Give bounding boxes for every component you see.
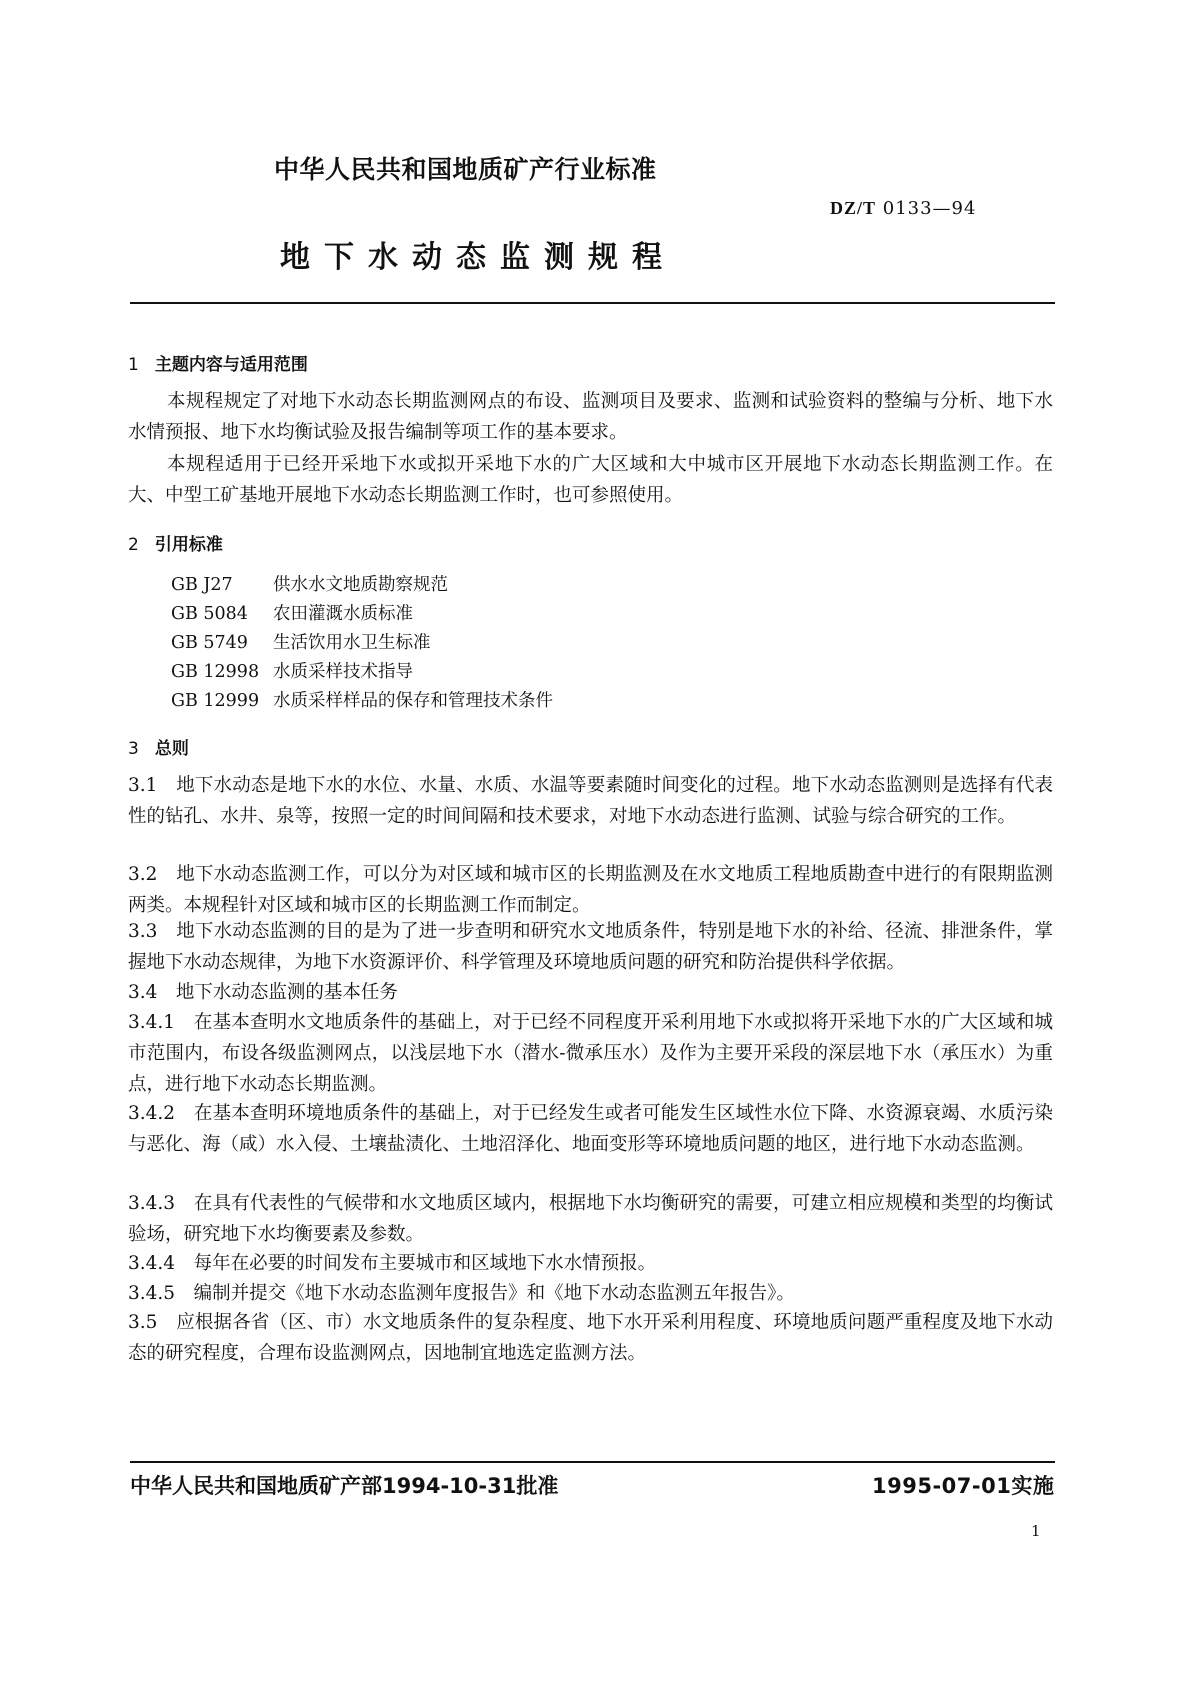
reference-code: GB 12998	[171, 662, 260, 682]
reference-item	[171, 629, 431, 654]
clause-3-5: 3.5 应根据各省（区、市）水文地质条件的复杂程度、地下水开采利用程度、环境地质问题严重程度及地下水动态的研究程度，合理布设监测网点，因地制宜地选定监测方法。	[128, 1312, 1053, 1364]
section-number: 3	[128, 739, 139, 759]
page-number: 1	[1031, 1522, 1041, 1540]
section-title: 引用标准	[154, 535, 223, 555]
reference-item	[171, 600, 413, 625]
reference-code: GB J27	[171, 575, 233, 595]
reference-code: GB 5084	[171, 604, 248, 624]
clause-3-4-3: 3.4.3 在具有代表性的气候带和水文地质区域内，根据地下水均衡研究的需要，可建立相应规模和类型的均衡试验场，研究地下水均衡要素及参数。	[128, 1193, 1053, 1245]
clause-3-4-4: 3.4.4 每年在必要的时间发布主要城市和区域地下水水情预报。	[128, 1253, 657, 1274]
reference-name: 供水水文地质勘察规范	[273, 575, 448, 595]
reference-name: 农田灌溉水质标准	[273, 604, 413, 624]
section-1-paragraph-1: 本规程规定了对地下水动态长期监测网点的布设、监测项目及要求、监测和试验资料的整编与分析、地下水水情预报、地下水均衡试验及报告编制等项工作的基本要求。	[128, 391, 1053, 443]
footer-divider	[130, 1461, 1055, 1463]
header-divider	[130, 302, 1055, 304]
clause-3-4-2: 3.4.2 在基本查明环境地质条件的基础上，对于已经发生或者可能发生区域性水位下降、水资源衰竭、水质污染与恶化、海（咸）水入侵、土壤盐渍化、土地沼泽化、地面变形等环境地质问题的地区，进行地下水动态监测。	[128, 1103, 1053, 1155]
section-title: 主题内容与适用范围	[154, 355, 308, 375]
section-1-heading	[128, 350, 308, 375]
reference-item	[171, 571, 448, 596]
approval-line: 中华人民共和国地质矿产部1994-10-31批准	[130, 1474, 559, 1498]
reference-code: GB 5749	[171, 633, 248, 653]
section-1-paragraph-2: 本规程适用于已经开采地下水或拟开采地下水的广大区域和大中城市区开展地下水动态长期监测工作。在大、中型工矿基地开展地下水动态长期监测工作时，也可参照使用。	[128, 454, 1053, 506]
reference-name: 水质采样样品的保存和管理技术条件	[273, 691, 553, 711]
reference-name: 水质采样技术指导	[273, 662, 413, 682]
reference-code: GB 12999	[171, 691, 260, 711]
reference-name: 生活饮用水卫生标准	[273, 633, 431, 653]
section-2-heading	[128, 530, 223, 555]
standard-code-number: 0133—94	[882, 198, 977, 219]
clause-3-4-5: 3.4.5 编制并提交《地下水动态监测年度报告》和《地下水动态监测五年报告》。	[128, 1283, 795, 1304]
clause-3-4: 3.4 地下水动态监测的基本任务	[128, 982, 398, 1003]
clause-3-4-1: 3.4.1 在基本查明水文地质条件的基础上，对于已经不同程度开采利用地下水或拟将开采地下水的广大区域和城市范围内，布设各级监测网点，以浅层地下水（潜水-微承压水）及作为主要开采段的深层地下水（承压水）为重点，进行地下水动态长期监测。	[128, 1012, 1053, 1095]
effective-date: 1995-07-01实施	[872, 1474, 1055, 1498]
section-3-heading	[128, 734, 189, 759]
document-title: 地下水动态监测规程	[280, 240, 676, 275]
section-number: 1	[128, 355, 139, 375]
section-title: 总则	[154, 739, 189, 759]
standard-code	[830, 198, 976, 219]
clause-3-3: 3.3 地下水动态监测的目的是为了进一步查明和研究水文地质条件，特别是地下水的补给、径流、排泄条件，掌握地下水动态规律，为地下水资源评价、科学管理及环境地质问题的研究和防治提供科学依据。	[128, 921, 1053, 973]
standard-code-prefix: DZ/T	[830, 198, 877, 218]
reference-item	[171, 658, 413, 683]
reference-item	[171, 687, 553, 712]
clause-3-1: 3.1 地下水动态是地下水的水位、水量、水质、水温等要素随时间变化的过程。地下水动态监测则是选择有代表性的钻孔、水井、泉等，按照一定的时间间隔和技术要求，对地下水动态进行监测、试验与综合研究的工作。	[128, 775, 1053, 827]
clause-3-2: 3.2 地下水动态监测工作，可以分为对区域和城市区的长期监测及在水文地质工程地质勘查中进行的有限期监测两类。本规程针对区域和城市区的长期监测工作而制定。	[128, 864, 1053, 916]
issuing-org-title: 中华人民共和国地质矿产行业标准	[274, 155, 657, 184]
section-number: 2	[128, 535, 139, 555]
